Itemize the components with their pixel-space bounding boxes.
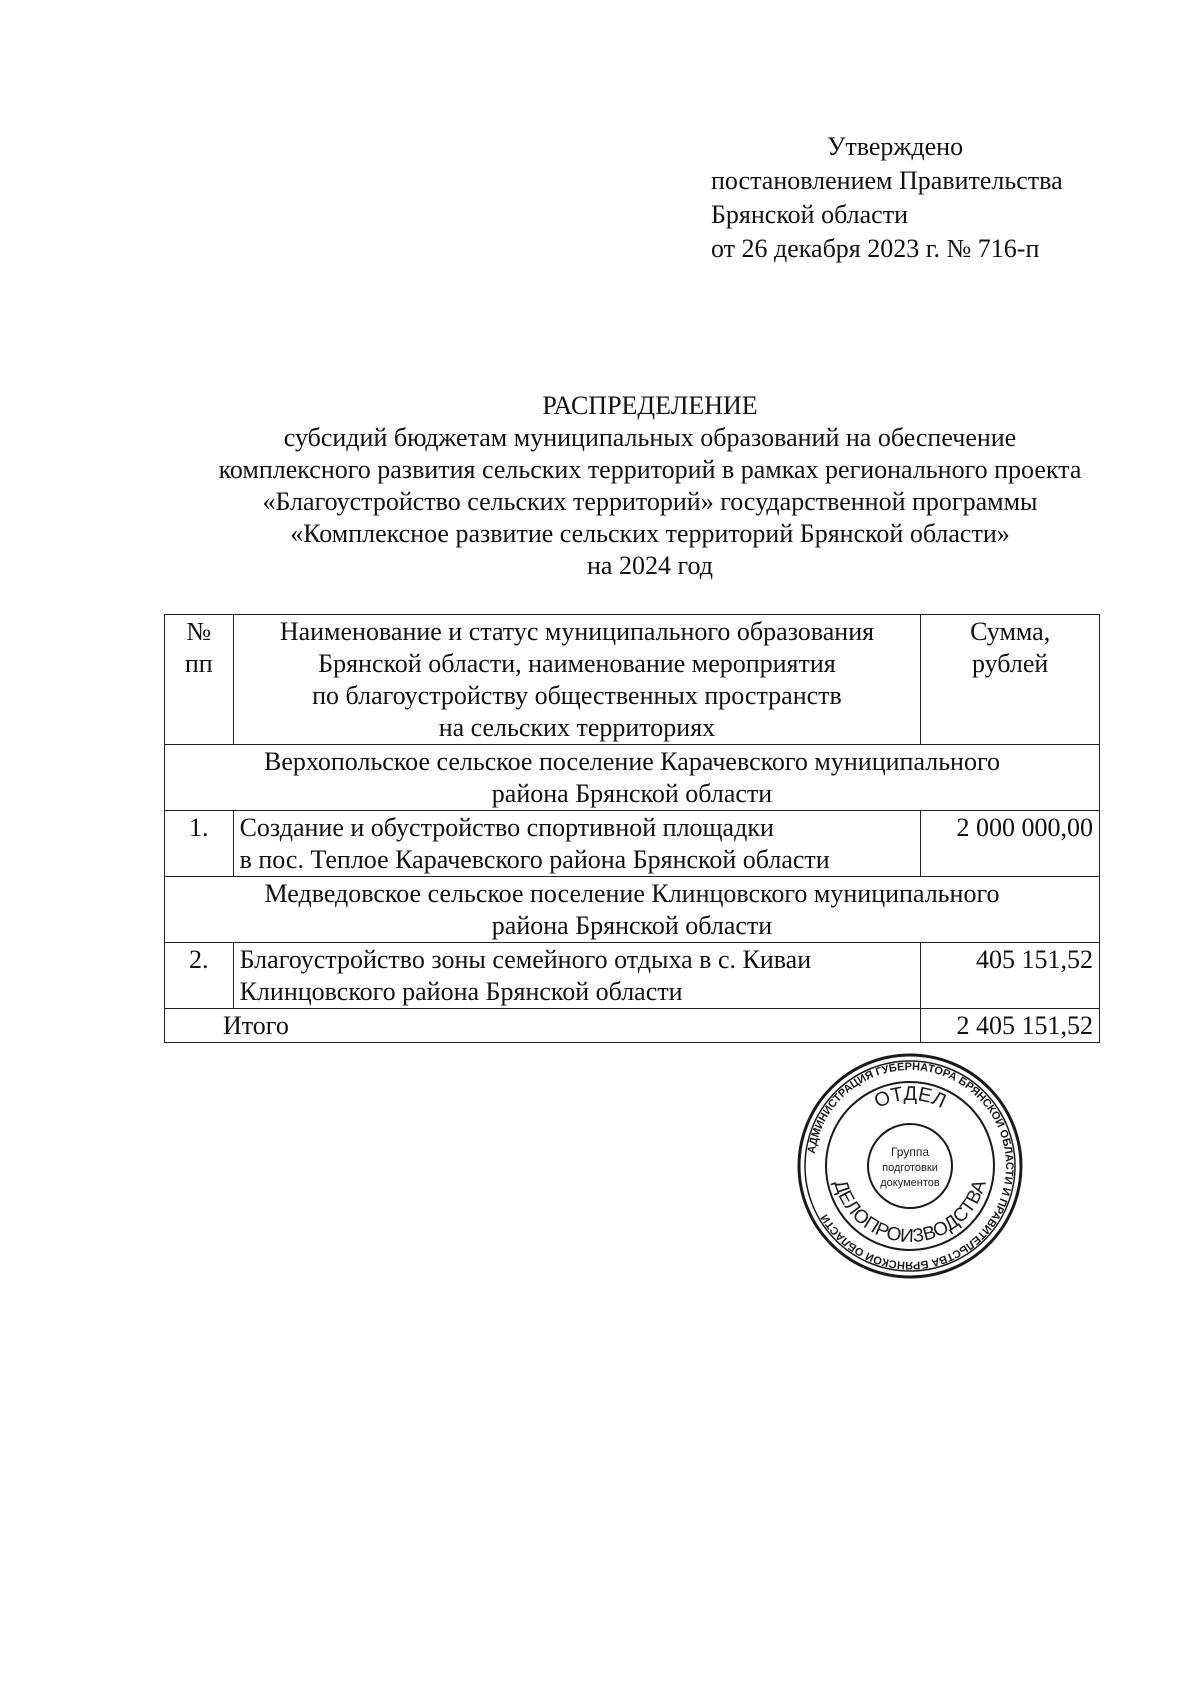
header-name-line: Брянской области, наименование мероприятия	[318, 649, 836, 678]
header-name	[233, 615, 921, 745]
row-name-line: Клинцовского района Брянской области	[239, 977, 683, 1006]
stamp-outer-text: АДМИНИСТРАЦИЯ ГУБЕРНАТОРА БРЯНСКОЙ ОБЛАСТИ И ПРАВИТЕЛЬСТВА БРЯНСКОЙ ОБЛАСТИ	[805, 1060, 1016, 1272]
distribution-table	[164, 614, 1100, 1043]
group-title-line: Верхопольское сельское поселение Карачевского муниципального	[264, 747, 1000, 776]
header-name-line: на сельских территориях	[438, 713, 716, 742]
group-title	[165, 877, 1100, 943]
row-num: 1.	[165, 811, 234, 877]
stamp-center-line: Группа	[890, 1145, 930, 1159]
row-name	[233, 811, 921, 877]
stamp-middle-top: ОТДЕЛ	[871, 1082, 950, 1113]
header-sum-line: Сумма,	[970, 617, 1051, 646]
row-num: 2.	[165, 943, 234, 1009]
document-heading	[130, 390, 1170, 582]
group-title	[165, 745, 1100, 811]
row-name-line: в пос. Теплое Карачевского района Брянской области	[239, 845, 830, 874]
row-name-line: Создание и обустройство спортивной площадки	[239, 813, 774, 842]
group-row	[165, 877, 1100, 943]
heading-line: субсидий бюджетам муниципальных образований на обеспечение	[283, 423, 1017, 452]
group-title-line: района Брянской области	[491, 911, 773, 940]
table-header-row	[165, 615, 1100, 745]
header-num-symbol: №	[186, 617, 212, 646]
header-num	[165, 615, 234, 745]
row-sum: 2 000 000,00	[921, 811, 1100, 877]
office-stamp	[796, 1052, 1024, 1280]
table-row	[165, 943, 1100, 1009]
table-row	[165, 811, 1100, 877]
heading-line: «Комплексное развитие сельских территорий Брянской области»	[290, 519, 1010, 548]
approval-decree: постановлением Правительства	[711, 166, 1063, 195]
stamp-center-line: подготовки	[882, 1162, 938, 1174]
row-name	[233, 943, 921, 1009]
header-name-line: по благоустройству общественных пространств	[312, 681, 842, 710]
row-sum: 405 151,52	[921, 943, 1100, 1009]
heading-line: комплексного развития сельских территорий в рамках регионального проекта	[218, 455, 1082, 484]
heading-line: «Благоустройство сельских территорий» государственной программы	[262, 487, 1038, 516]
approval-block	[711, 130, 1131, 266]
total-sum: 2 405 151,52	[921, 1009, 1100, 1043]
row-name-line: Благоустройство зоны семейного отдыха в с. Киваи	[239, 945, 812, 974]
header-sum	[921, 615, 1100, 745]
header-name-line: Наименование и статус муниципального образования	[279, 617, 875, 646]
document-title: РАСПРЕДЕЛЕНИЕ	[542, 391, 758, 420]
header-num-abbr: пп	[184, 649, 213, 678]
group-title-line: района Брянской области	[491, 779, 773, 808]
approval-date: от 26 декабря 2023 г. № 716-п	[711, 234, 1040, 263]
group-row	[165, 745, 1100, 811]
header-sum-unit: рублей	[971, 649, 1049, 678]
stamp-center-line: документов	[880, 1177, 940, 1189]
group-title-line: Медведовское сельское поселение Клинцовского муниципального	[264, 879, 1000, 908]
total-row	[165, 1009, 1100, 1043]
approval-region: Брянской области	[711, 200, 908, 229]
approval-title: Утверждено	[827, 132, 964, 161]
stamp-middle-bottom: ДЕЛОПРОИЗВОДСТВА	[829, 1177, 991, 1248]
heading-year: на 2024 год	[587, 551, 713, 580]
total-label: Итого	[165, 1009, 921, 1043]
